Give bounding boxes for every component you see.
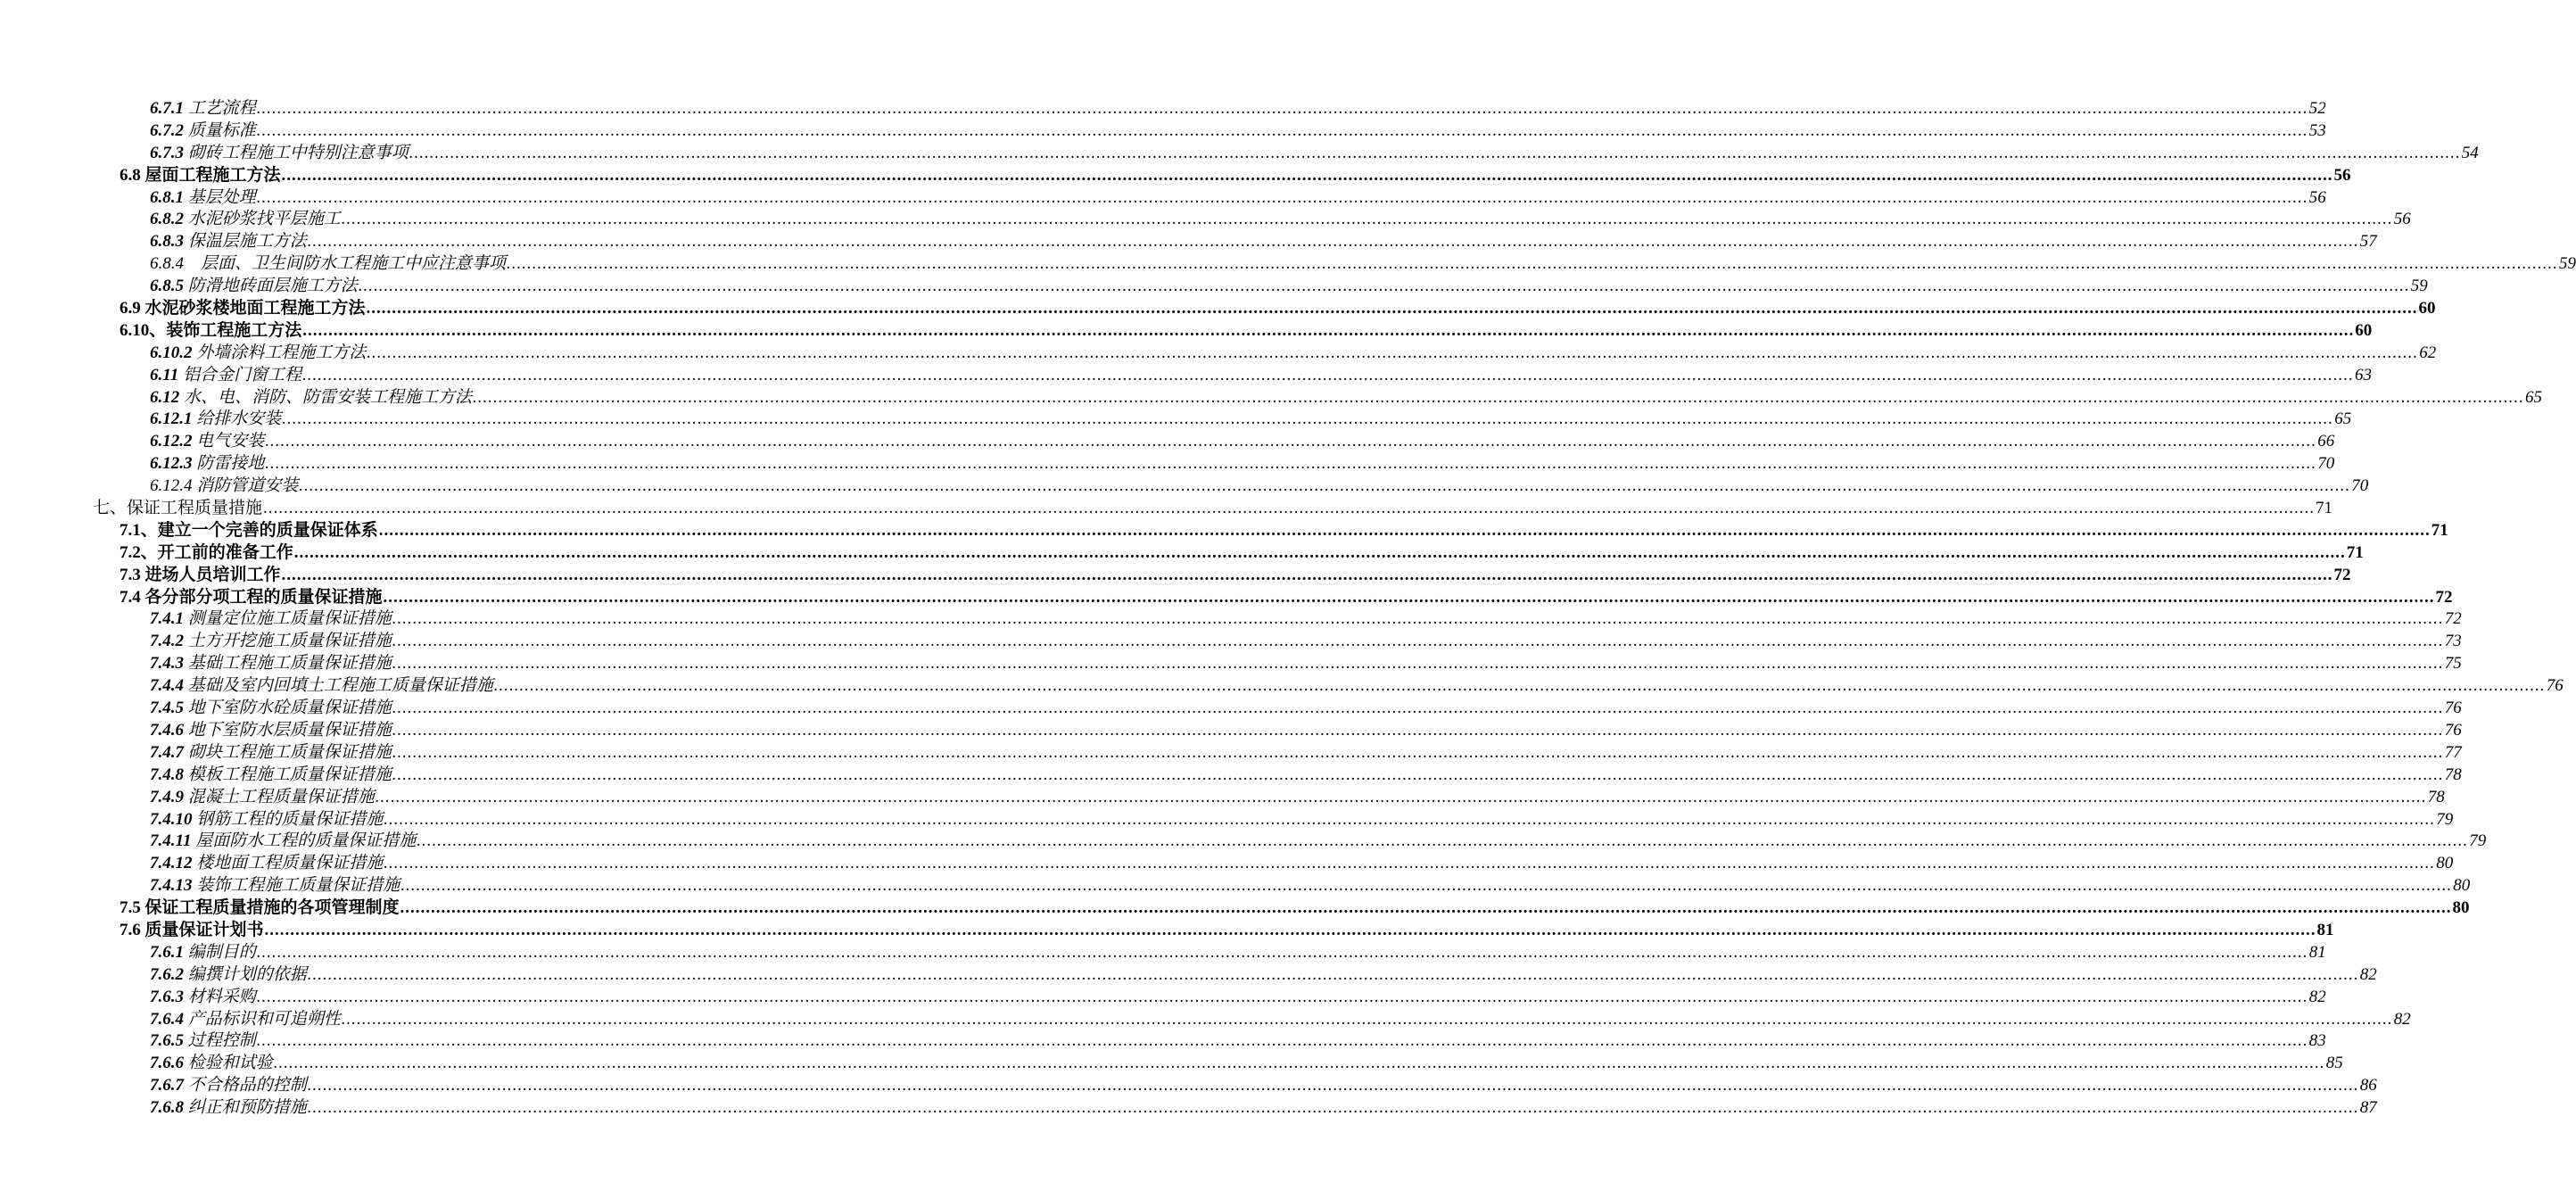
toc-entry-number: 7.4.2 — [150, 632, 184, 651]
toc-entry[interactable] — [0, 1030, 2326, 1053]
toc-entry[interactable] — [0, 409, 2352, 431]
toc-entry-text: 钢筋工程的质量保证措施 — [196, 809, 384, 829]
toc-entry[interactable] — [0, 431, 2335, 453]
toc-entry-page-number: 76 — [2444, 720, 2462, 740]
toc-entry-number: 7.4.9 — [150, 787, 184, 806]
toc-entry-title — [150, 765, 392, 787]
dot-leader: ................................................................................................................................................................................................................................................................................................................................................................................................................ — [256, 187, 2308, 207]
dot-leader: ................................................................................................................................................................................................................................................................................................................................................................................................................ — [265, 454, 2317, 474]
toc-entry-text: 过程控制 — [187, 1031, 256, 1051]
toc-entry-title — [93, 498, 262, 520]
toc-entry-title — [120, 587, 383, 609]
toc-entry[interactable] — [0, 365, 2372, 387]
toc-entry-number: 6.12.3 — [150, 454, 193, 474]
toc-entry-title — [150, 98, 256, 120]
toc-entry-title — [150, 187, 256, 210]
toc-entry-title — [150, 742, 392, 765]
toc-entry-title — [150, 1075, 307, 1097]
toc-entry-title — [150, 209, 341, 231]
toc-entry[interactable] — [0, 209, 2411, 231]
dot-leader: ................................................................................................................................................................................................................................................................................................................................................................................................................ — [256, 1031, 2308, 1051]
toc-entry-page-number: 77 — [2444, 742, 2462, 762]
dot-leader: ................................................................................................................................................................................................................................................................................................................................................................................................................ — [400, 876, 2453, 896]
toc-entry[interactable] — [0, 653, 2462, 675]
toc-entry-number: 7.4.7 — [150, 742, 184, 762]
toc-entry[interactable] — [0, 875, 2471, 897]
toc-entry-number: 7.6.6 — [150, 1054, 184, 1073]
toc-entry-title — [150, 675, 493, 698]
toc-entry-text: 砌砖工程施工中特别注意事项 — [187, 143, 409, 162]
toc-entry[interactable] — [0, 387, 2543, 409]
toc-entry-text: 保证工程质量措施 — [127, 499, 263, 518]
toc-entry[interactable] — [0, 920, 2334, 942]
toc-entry-text: 基础工程施工质量保证措施 — [187, 654, 392, 674]
dot-leader: ................................................................................................................................................................................................................................................................................................................................................................................................................ — [307, 1098, 2359, 1118]
toc-entry-page-number: 80 — [2453, 876, 2471, 896]
toc-entry-page-number: 76 — [2546, 676, 2564, 696]
toc-entry[interactable] — [0, 565, 2351, 587]
dot-leader: ................................................................................................................................................................................................................................................................................................................................................................................................................ — [378, 520, 2431, 540]
toc-entry-title — [150, 1097, 307, 1120]
toc-entry-title — [150, 409, 281, 431]
toc-entry-number: 6.9 — [120, 299, 141, 318]
toc-entry-number: 6.8.3 — [150, 232, 184, 252]
toc-entry-text: 装饰工程施工质量保证措施 — [196, 876, 400, 896]
dot-leader: ................................................................................................................................................................................................................................................................................................................................................................................................................ — [307, 232, 2359, 252]
toc-entry-number: 七、 — [93, 499, 128, 518]
toc-entry-title — [150, 453, 264, 475]
toc-entry-number: 6.12 — [150, 387, 180, 407]
dot-leader: ................................................................................................................................................................................................................................................................................................................................................................................................................ — [507, 254, 2559, 274]
dot-leader: ................................................................................................................................................................................................................................................................................................................................................................................................................ — [358, 277, 2410, 296]
toc-entry-number: 7.6.8 — [150, 1098, 184, 1118]
toc-entry-number: 7.4.4 — [150, 676, 184, 696]
toc-entry-page-number: 53 — [2308, 120, 2326, 140]
dot-leader: ................................................................................................................................................................................................................................................................................................................................................................................................................ — [392, 765, 2444, 784]
toc-entry-title — [150, 253, 506, 276]
dot-leader: ................................................................................................................................................................................................................................................................................................................................................................................................................ — [367, 343, 2419, 362]
toc-entry-text: 消防管道安装 — [196, 476, 299, 496]
toc-entry-text: 砌块工程施工质量保证措施 — [187, 742, 392, 762]
toc-entry-text: 给排水安装 — [196, 409, 282, 429]
toc-entry-page-number: 56 — [2308, 187, 2326, 207]
toc-entry[interactable] — [0, 453, 2335, 475]
toc-entry[interactable] — [0, 942, 2326, 964]
toc-entry-text: 水泥砂浆楼地面工程施工方法 — [144, 299, 366, 318]
toc-entry-page-number: 65 — [2525, 387, 2543, 407]
toc-entry-title — [150, 1030, 256, 1053]
toc-entry-title — [150, 1053, 273, 1075]
toc-entry-page-number: 82 — [2359, 964, 2377, 984]
toc-entry-text: 纠正和预防措施 — [187, 1098, 307, 1118]
toc-entry-title — [150, 608, 392, 631]
dot-leader: ................................................................................................................................................................................................................................................................................................................................................................................................................ — [392, 654, 2444, 674]
toc-entry-title — [150, 387, 472, 409]
toc-entry-text: 、装饰工程施工方法 — [149, 320, 302, 340]
toc-entry-title — [120, 897, 400, 920]
toc-entry[interactable] — [0, 987, 2326, 1009]
toc-entry[interactable] — [0, 742, 2462, 765]
toc-entry-number: 7.6.7 — [150, 1076, 184, 1096]
toc-entry[interactable] — [0, 765, 2462, 787]
toc-entry[interactable] — [0, 1097, 2377, 1120]
toc-entry-title — [150, 809, 383, 831]
toc-entry-page-number: 83 — [2308, 1031, 2326, 1051]
toc-entry-text: 保证工程质量措施的各项管理制度 — [144, 898, 400, 918]
toc-entry[interactable] — [0, 831, 2487, 853]
toc-entry[interactable] — [0, 787, 2445, 809]
dot-leader: ................................................................................................................................................................................................................................................................................................................................................................................................................ — [409, 143, 2461, 162]
dot-leader: ................................................................................................................................................................................................................................................................................................................................................................................................................ — [383, 587, 2435, 607]
toc-entry[interactable] — [0, 675, 2564, 698]
toc-entry-page-number: 70 — [2317, 454, 2335, 474]
toc-entry[interactable] — [0, 343, 2437, 365]
toc-entry-number: 6.8.4 — [150, 254, 184, 274]
toc-entry[interactable] — [0, 853, 2454, 875]
toc-entry-title — [150, 143, 409, 165]
toc-entry-title — [150, 431, 264, 453]
dot-leader: ................................................................................................................................................................................................................................................................................................................................................................................................................ — [265, 432, 2317, 451]
toc-entry-page-number: 80 — [2452, 898, 2470, 918]
toc-entry-page-number: 62 — [2419, 343, 2437, 362]
toc-entry-page-number: 85 — [2325, 1054, 2343, 1073]
toc-entry-text: 基层处理 — [187, 187, 256, 207]
toc-entry-text: 基础及室内回填土工程施工质量保证措施 — [187, 676, 493, 696]
toc-entry-text: 检验和试验 — [187, 1054, 273, 1073]
toc-entry[interactable] — [0, 1009, 2411, 1031]
toc-entry-number: 7.6 — [120, 920, 141, 939]
toc-entry[interactable] — [0, 231, 2377, 253]
toc-entry-text: 、建立一个完善的质量保证体系 — [140, 520, 378, 540]
toc-entry-number: 6.8.2 — [150, 210, 184, 229]
toc-entry-page-number: 78 — [2444, 765, 2462, 784]
toc-entry-text: 水泥砂浆找平层施工 — [187, 210, 341, 229]
toc-entry-title — [150, 987, 256, 1009]
toc-entry-number: 7.4.10 — [150, 809, 193, 829]
toc-entry-number: 6.7.3 — [150, 143, 184, 162]
toc-entry-page-number: 82 — [2393, 1009, 2411, 1029]
toc-entry[interactable] — [0, 475, 2369, 498]
toc-entry[interactable] — [0, 587, 2453, 609]
toc-entry[interactable] — [0, 897, 2470, 920]
toc-entry[interactable] — [0, 608, 2462, 631]
toc-entry[interactable] — [0, 276, 2428, 298]
toc-entry-title — [120, 320, 301, 343]
dot-leader: ................................................................................................................................................................................................................................................................................................................................................................................................................ — [263, 499, 2316, 518]
toc-entry-text: 电气安装 — [196, 432, 265, 451]
toc-entry[interactable] — [0, 1053, 2343, 1075]
dot-leader: ................................................................................................................................................................................................................................................................................................................................................................................................................ — [400, 898, 2452, 918]
toc-entry-text: 进场人员培训工作 — [140, 565, 281, 584]
toc-entry[interactable] — [0, 98, 2326, 120]
toc-entry-page-number: 59 — [2559, 254, 2576, 274]
toc-entry-page-number: 70 — [2351, 476, 2369, 496]
toc-entry-title — [150, 276, 358, 298]
toc-entry-page-number: 71 — [2431, 520, 2448, 540]
toc-entry[interactable] — [0, 631, 2462, 653]
toc-entry-title — [120, 165, 281, 187]
dot-leader: ................................................................................................................................................................................................................................................................................................................................................................................................................ — [281, 165, 2333, 185]
toc-entry-title — [150, 631, 392, 653]
toc-entry-number: 7.6.5 — [150, 1031, 184, 1051]
toc-entry-number: 6.10.2 — [150, 343, 193, 362]
toc-entry[interactable] — [0, 165, 2351, 187]
toc-entry-page-number: 80 — [2436, 854, 2454, 873]
toc-entry-text: 保温层施工方法 — [187, 232, 307, 252]
dot-leader: ................................................................................................................................................................................................................................................................................................................................................................................................................ — [264, 920, 2316, 939]
toc-entry-page-number: 56 — [2393, 210, 2411, 229]
toc-entry-text: 测量定位施工质量保证措施 — [187, 609, 392, 629]
dot-leader: ................................................................................................................................................................................................................................................................................................................................................................................................................ — [302, 320, 2355, 340]
toc-entry[interactable] — [0, 698, 2462, 720]
dot-leader: ................................................................................................................................................................................................................................................................................................................................................................................................................ — [392, 742, 2444, 762]
toc-entry-number: 7.1 — [120, 520, 141, 540]
dot-leader: ................................................................................................................................................................................................................................................................................................................................................................................................................ — [375, 787, 2427, 806]
toc-entry-number: 6.8.5 — [150, 277, 184, 296]
toc-entry-number: 7.4.3 — [150, 654, 184, 674]
toc-entry-page-number: 60 — [2418, 299, 2436, 318]
toc-entry-title — [120, 920, 264, 942]
toc-entry-page-number: 71 — [2316, 499, 2333, 518]
dot-leader: ................................................................................................................................................................................................................................................................................................................................................................................................................ — [341, 210, 2393, 229]
dot-leader: ................................................................................................................................................................................................................................................................................................................................................................................................................ — [493, 676, 2546, 696]
toc-entry-title — [150, 365, 301, 387]
toc-entry-number: 6.8.1 — [150, 187, 184, 207]
toc-entry-title — [150, 475, 298, 498]
toc-entry-title — [150, 942, 256, 964]
toc-entry[interactable] — [0, 120, 2326, 143]
toc-entry-page-number: 75 — [2444, 654, 2462, 674]
toc-entry-title — [120, 565, 281, 587]
dot-leader: ................................................................................................................................................................................................................................................................................................................................................................................................................ — [307, 964, 2359, 984]
toc-entry-page-number: 56 — [2333, 165, 2351, 185]
toc-entry[interactable] — [0, 143, 2479, 165]
toc-entry-number: 6.8 — [120, 165, 141, 185]
toc-entry-page-number: 81 — [2316, 920, 2334, 939]
toc-entry-page-number: 76 — [2444, 699, 2462, 718]
toc-entry-text: 工艺流程 — [187, 99, 256, 118]
toc-entry-text: 质量保证计划书 — [144, 920, 264, 939]
toc-entry[interactable] — [0, 809, 2454, 831]
toc-entry-text: 地下室防水砼质量保证措施 — [187, 699, 392, 718]
toc-entry-text: 编撰计划的依据 — [187, 964, 307, 984]
toc-entry-text: 土方开挖施工质量保证措施 — [187, 632, 392, 651]
dot-leader: ................................................................................................................................................................................................................................................................................................................................................................................................................ — [392, 699, 2444, 718]
dot-leader: ................................................................................................................................................................................................................................................................................................................................................................................................................ — [392, 609, 2444, 629]
toc-entry-text: 地下室防水层质量保证措施 — [187, 720, 392, 740]
toc-entry-title — [150, 964, 307, 987]
toc-entry[interactable] — [0, 498, 2333, 520]
dot-leader: ................................................................................................................................................................................................................................................................................................................................................................................................................ — [392, 632, 2444, 651]
dot-leader: ................................................................................................................................................................................................................................................................................................................................................................................................................ — [301, 365, 2354, 385]
dot-leader: ................................................................................................................................................................................................................................................................................................................................................................................................................ — [384, 854, 2436, 873]
toc-entry[interactable] — [0, 1075, 2377, 1097]
toc-entry-number: 6.11 — [150, 365, 179, 385]
toc-entry-text: 楼地面工程质量保证措施 — [196, 854, 384, 873]
toc-entry-page-number: 72 — [2333, 565, 2351, 584]
toc-entry-title — [150, 343, 366, 365]
toc-entry-number: 6.12.1 — [150, 409, 193, 429]
toc-entry-page-number: 79 — [2436, 809, 2454, 829]
toc-entry-number: 7.4.6 — [150, 720, 184, 740]
toc-entry-text: 、开工前的准备工作 — [140, 542, 293, 562]
toc-entry-number: 7.4.5 — [150, 699, 184, 718]
toc-entry[interactable] — [0, 520, 2448, 542]
toc-entry-text: 水、电、消防、防雷安装工程施工方法 — [184, 387, 473, 407]
dot-leader: ................................................................................................................................................................................................................................................................................................................................................................................................................ — [366, 299, 2418, 318]
toc-entry-title — [120, 298, 366, 320]
toc-entry-page-number: 79 — [2469, 831, 2487, 851]
toc-entry[interactable] — [0, 253, 2576, 276]
toc-entry-text: 铝合金门窗工程 — [182, 365, 301, 385]
toc-entry-number: 7.6.1 — [150, 942, 184, 962]
toc-entry-page-number: 86 — [2359, 1076, 2377, 1096]
toc-entry-number: 6.7.2 — [150, 120, 184, 140]
dot-leader: ................................................................................................................................................................................................................................................................................................................................................................................................................ — [341, 1009, 2393, 1029]
toc-entry[interactable] — [0, 542, 2364, 565]
toc-entry-title — [150, 231, 307, 253]
dot-leader: ................................................................................................................................................................................................................................................................................................................................................................................................................ — [256, 99, 2308, 118]
dot-leader: ................................................................................................................................................................................................................................................................................................................................................................................................................ — [299, 476, 2351, 496]
toc-entry-page-number: 72 — [2444, 609, 2462, 629]
toc-entry-text: 防雷接地 — [196, 454, 265, 474]
table-of-contents — [0, 98, 2576, 1120]
dot-leader: ................................................................................................................................................................................................................................................................................................................................................................................................................ — [256, 942, 2308, 962]
dot-leader: ................................................................................................................................................................................................................................................................................................................................................................................................................ — [384, 809, 2436, 829]
toc-entry-number: 7.4.8 — [150, 765, 184, 784]
toc-entry-title — [120, 520, 378, 542]
toc-entry-title — [150, 831, 416, 853]
toc-entry-number: 7.3 — [120, 565, 141, 584]
toc-entry-title — [150, 698, 392, 720]
toc-entry-text: 材料采购 — [187, 987, 256, 1006]
toc-entry-page-number: 82 — [2308, 987, 2326, 1006]
dot-leader: ................................................................................................................................................................................................................................................................................................................................................................................................................ — [392, 720, 2444, 740]
toc-entry-text: 混凝土工程质量保证措施 — [187, 787, 375, 806]
dot-leader: ................................................................................................................................................................................................................................................................................................................................................................................................................ — [307, 1076, 2359, 1096]
toc-entry-page-number: 57 — [2359, 232, 2377, 252]
toc-entry-number: 7.4.13 — [150, 876, 193, 896]
toc-entry-text: 编制目的 — [187, 942, 256, 962]
toc-entry[interactable] — [0, 720, 2462, 742]
toc-entry-number: 7.5 — [120, 898, 141, 918]
toc-entry-title — [150, 787, 375, 809]
toc-entry-text: 不合格品的控制 — [187, 1076, 307, 1096]
toc-entry-page-number: 78 — [2427, 787, 2445, 806]
toc-entry-number: 7.6.3 — [150, 987, 184, 1006]
toc-entry-text: 屋面工程施工方法 — [144, 165, 281, 185]
toc-entry-page-number: 52 — [2308, 99, 2326, 118]
toc-entry-title — [150, 1009, 341, 1031]
toc-entry-text: 模板工程施工质量保证措施 — [187, 765, 392, 784]
toc-entry-page-number: 60 — [2355, 320, 2373, 340]
toc-entry-page-number: 81 — [2308, 942, 2326, 962]
toc-entry-number: 6.12.2 — [150, 432, 193, 451]
toc-entry-title — [150, 653, 392, 675]
toc-entry-text: 质量标准 — [187, 120, 256, 140]
toc-entry-number: 6.7.1 — [150, 99, 184, 118]
toc-entry-page-number: 73 — [2444, 632, 2462, 651]
toc-entry-text: 外墙涂料工程施工方法 — [196, 343, 367, 362]
dot-leader: ................................................................................................................................................................................................................................................................................................................................................................................................................ — [281, 565, 2333, 584]
toc-entry-text: 各分部分项工程的质量保证措施 — [144, 587, 383, 607]
dot-leader: ................................................................................................................................................................................................................................................................................................................................................................................................................ — [473, 387, 2525, 407]
toc-entry-title — [120, 542, 293, 565]
dot-leader: ................................................................................................................................................................................................................................................................................................................................................................................................................ — [256, 120, 2308, 140]
toc-entry-page-number: 59 — [2410, 277, 2428, 296]
toc-entry-number: 6.12.4 — [150, 476, 193, 496]
toc-entry-text: 产品标识和可追朔性 — [187, 1009, 341, 1029]
toc-entry[interactable] — [0, 187, 2326, 210]
toc-entry-text: 层面、卫生间防水工程施工中应注意事项 — [184, 254, 507, 274]
toc-entry-title — [150, 875, 400, 897]
toc-entry-number: 6.10 — [120, 320, 150, 340]
toc-entry-number: 7.4 — [120, 587, 141, 607]
dot-leader: ................................................................................................................................................................................................................................................................................................................................................................................................................ — [256, 987, 2308, 1006]
toc-entry-number: 7.4.1 — [150, 609, 184, 629]
toc-entry-page-number: 65 — [2334, 409, 2352, 429]
toc-entry-number: 7.4.12 — [150, 854, 193, 873]
toc-entry-page-number: 71 — [2346, 542, 2364, 562]
toc-entry-number: 7.2 — [120, 542, 141, 562]
toc-entry-number: 7.6.4 — [150, 1009, 184, 1029]
toc-entry-title — [150, 720, 392, 742]
toc-entry-title — [150, 853, 383, 875]
toc-entry[interactable] — [0, 320, 2373, 343]
toc-entry-number: 7.4.11 — [150, 831, 192, 851]
toc-entry-title — [150, 120, 256, 143]
toc-entry-page-number: 63 — [2354, 365, 2372, 385]
dot-leader: ................................................................................................................................................................................................................................................................................................................................................................................................................ — [293, 542, 2346, 562]
toc-entry-page-number: 72 — [2435, 587, 2453, 607]
toc-entry-number: 7.6.2 — [150, 964, 184, 984]
toc-entry-page-number: 87 — [2359, 1098, 2377, 1118]
toc-entry[interactable] — [0, 298, 2436, 320]
dot-leader: ................................................................................................................................................................................................................................................................................................................................................................................................................ — [417, 831, 2469, 851]
toc-entry-text: 防滑地砖面层施工方法 — [187, 277, 358, 296]
toc-entry[interactable] — [0, 964, 2377, 987]
dot-leader: ................................................................................................................................................................................................................................................................................................................................................................................................................ — [282, 409, 2334, 429]
dot-leader: ................................................................................................................................................................................................................................................................................................................................................................................................................ — [273, 1054, 2325, 1073]
toc-entry-page-number: 54 — [2461, 143, 2479, 162]
toc-entry-text: 屋面防水工程的质量保证措施 — [195, 831, 417, 851]
toc-entry-page-number: 66 — [2317, 432, 2335, 451]
